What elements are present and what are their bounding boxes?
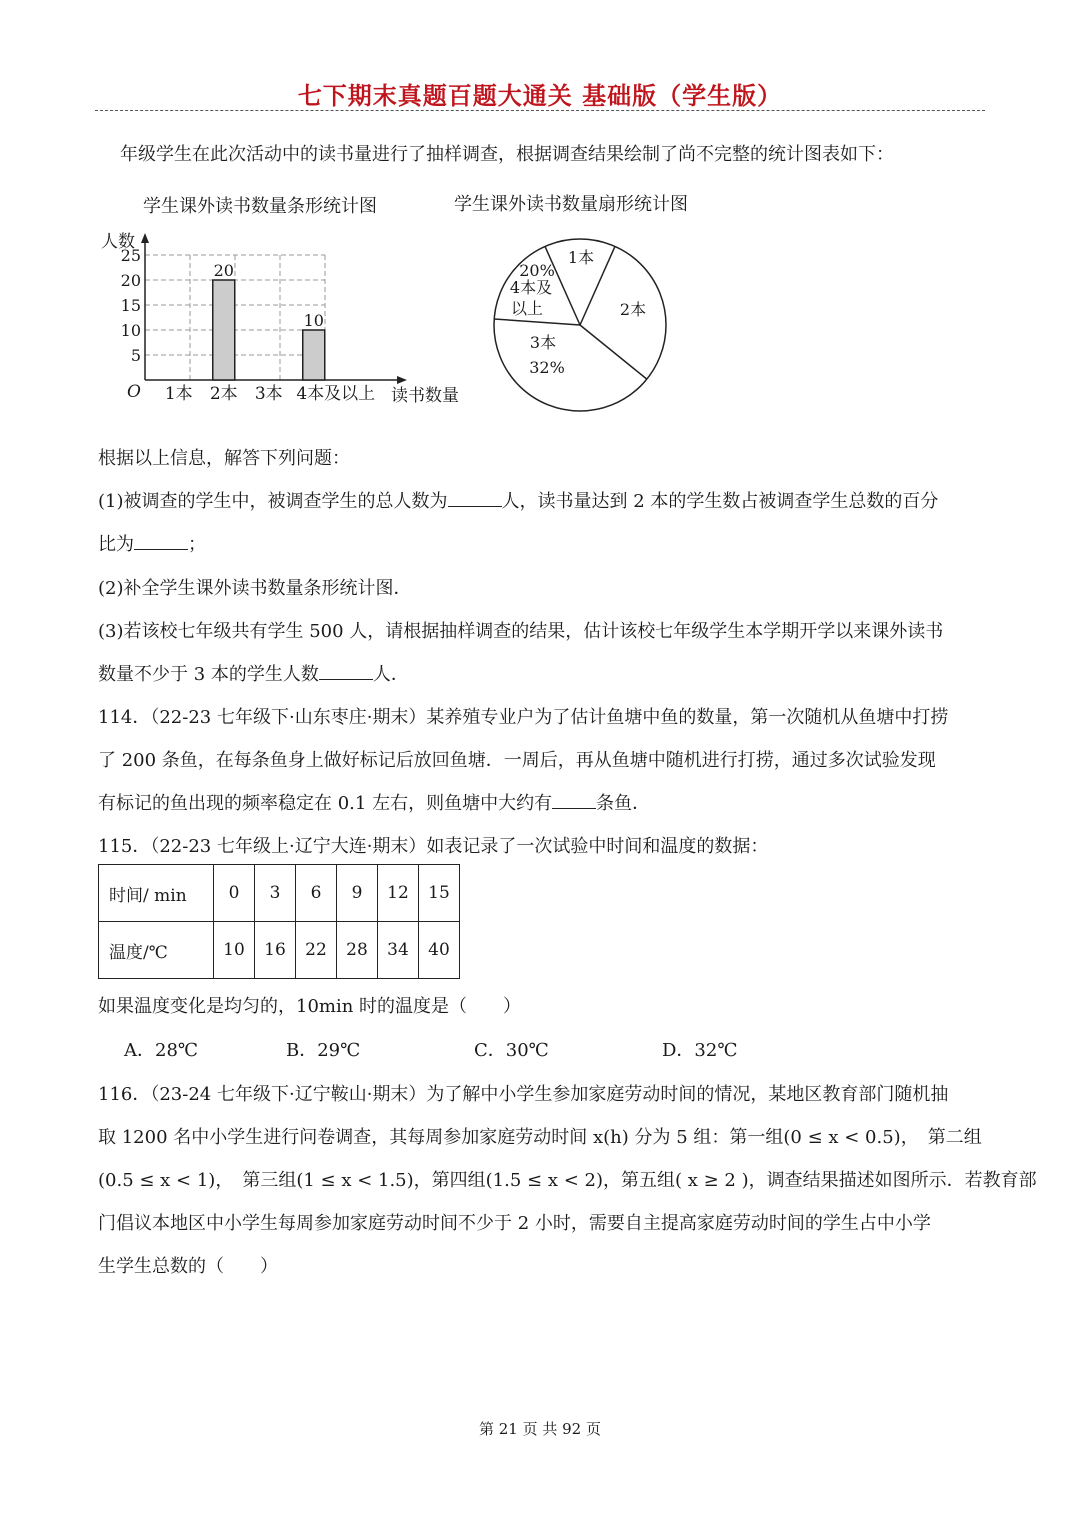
bar-chart: [95, 225, 485, 415]
p114-text-b: 条鱼．: [596, 793, 651, 814]
problem-116-line-4: 门倡议本地区中小学生每周参加家庭劳动时间不少于 2 小时，需要自主提高家庭劳动时间的学生占中小学: [98, 1213, 931, 1234]
bar-data-label: 10: [303, 311, 324, 330]
answer-blank-count: [319, 661, 373, 680]
bar-chart-title: 学生课外读书数量条形统计图: [143, 196, 377, 217]
option-a[interactable]: A．28℃: [124, 1040, 199, 1061]
question-3-line-2: [98, 660, 409, 686]
q3-text-b: 数量不少于 3 本的学生人数: [98, 664, 319, 685]
q3-text-c: 人．: [372, 664, 409, 685]
x-tick-label: 2本: [209, 384, 238, 404]
y-tick-label: 15: [120, 296, 141, 315]
problem-116-line-3: (0.5 ≤ x < 1)， 第三组(1 ≤ x < 1.5)，第四组(1.5 ≤ x < 2)，第五组( x ≥ 2 )，调查结果描述如图所示．若教育部: [98, 1170, 1037, 1191]
bar: [303, 330, 325, 380]
time-temperature-table: [98, 864, 460, 979]
intro-text: 年级学生在此次活动中的读书量进行了抽样调查，根据调查结果绘制了尚不完整的统计图表如下：: [120, 144, 894, 165]
x-tick-label: 4本及以上: [296, 384, 376, 404]
y-axis-arrow-icon: [141, 233, 149, 243]
problem-116-line-5: 生学生总数的（ ）: [98, 1256, 278, 1277]
pie-slice-label: 1本: [567, 248, 595, 267]
table-header-time: 时间/ min: [99, 865, 214, 922]
table-cell: 12: [378, 865, 419, 922]
y-tick-label: 25: [120, 246, 141, 265]
question-1-line-2: [98, 530, 206, 556]
problem-114-line-1: 114．（22-23 七年级下·山东枣庄·期末）某养殖专业户为了估计鱼塘中鱼的数量，第一次随机从鱼塘中打捞: [98, 707, 949, 728]
bar: [213, 280, 235, 380]
problem-115-line-1: 115．（22-23 七年级上·辽宁大连·期末）如表记录了一次试验中时间和温度的数据：: [98, 836, 769, 857]
answer-blank-fish: [552, 790, 596, 809]
x-tick-label: 3本: [254, 384, 283, 404]
q1-text-a: (1)被调查的学生中，被调查学生的总人数为: [98, 491, 448, 512]
pie-slice-label: 2本: [619, 300, 647, 319]
problem-116-line-2: 取 1200 名中小学生进行问卷调查，其每周参加家庭劳动时间 x(h) 分为 5 组：第一组(0 ≤ x < 0.5)， 第二组: [98, 1127, 982, 1148]
pie-chart-title: 学生课外读书数量扇形统计图: [454, 194, 688, 215]
table-cell: 34: [378, 922, 419, 979]
table-cell: 28: [337, 922, 378, 979]
table-cell: 10: [214, 922, 255, 979]
y-tick-label: 20: [120, 271, 141, 290]
q1-text-b: 人，读书量达到 2 本的学生数占被调查学生总数的百分: [501, 491, 939, 512]
pie-slice-label: 3本: [529, 333, 557, 352]
table-cell: 40: [419, 922, 460, 979]
table-cell: 16: [255, 922, 296, 979]
q1-text-c: 比为: [98, 534, 134, 555]
table-cell: 22: [296, 922, 337, 979]
question-1-line-1: [98, 487, 938, 513]
pie-slice-label: 以上: [510, 299, 544, 318]
question-2: (2)补全学生课外读书数量条形统计图．: [98, 578, 412, 599]
p114-text-a: 有标记的鱼出现的频率稳定在 0.1 左右，则鱼塘中大约有: [98, 793, 553, 814]
x-axis-arrow-icon: [397, 376, 407, 384]
table-header-temperature: 温度/℃: [99, 922, 214, 979]
pie-slice-label: 4本及: [509, 278, 553, 297]
problem-115-question: 如果温度变化是均匀的，10min 时的温度是（ ）: [98, 996, 522, 1017]
q1-text-d: ；: [188, 534, 206, 555]
y-tick-label: 5: [130, 346, 141, 365]
origin-label: O: [127, 382, 141, 402]
bar-data-label: 20: [213, 261, 234, 280]
problem-114-line-3: [98, 789, 650, 815]
table-cell: 0: [214, 865, 255, 922]
problem-114-line-2: 了 200 条鱼，在每条鱼身上做好标记后放回鱼塘．一周后，再从鱼塘中随机进行打捞，通过多次试验发现: [98, 750, 936, 771]
pie-slice-percent: 32%: [529, 358, 565, 377]
pie-slice-percent: 20%: [519, 261, 555, 280]
pie-slice-boundary: [494, 319, 580, 325]
page-header-title: 七下期末真题百题大通关 基础版（学生版）: [297, 81, 783, 110]
option-c[interactable]: C．30℃: [474, 1040, 549, 1061]
y-axis-label: 人数: [101, 232, 135, 252]
table-cell: 9: [337, 865, 378, 922]
x-tick-label: 1本: [164, 384, 193, 404]
table-row: [99, 922, 460, 979]
page-footer: 第 21 页 共 92 页: [478, 1420, 601, 1438]
y-tick-label: 10: [120, 321, 141, 340]
header-divider: [95, 110, 985, 111]
option-d[interactable]: D．32℃: [662, 1040, 738, 1061]
pie-chart: [485, 225, 685, 420]
table-row: [99, 865, 460, 922]
questions-lead: 根据以上信息，解答下列问题：: [98, 448, 350, 469]
question-3-line-1: (3)若该校七年级共有学生 500 人，请根据抽样调查的结果，估计该校七年级学生本学期开学以来课外读书: [98, 621, 944, 642]
x-axis-label: 读书数量: [391, 386, 459, 406]
pie-slice-boundary: [580, 325, 647, 379]
answer-blank-total: [448, 488, 502, 507]
table-cell: 6: [296, 865, 337, 922]
answer-blank-percent: [134, 531, 188, 550]
problem-116-line-1: 116．（23-24 七年级下·辽宁鞍山·期末）为了解中小学生参加家庭劳动时间的情况，某地区教育部门随机抽: [98, 1084, 949, 1105]
table-cell: 3: [255, 865, 296, 922]
option-b[interactable]: B．29℃: [286, 1040, 361, 1061]
table-cell: 15: [419, 865, 460, 922]
